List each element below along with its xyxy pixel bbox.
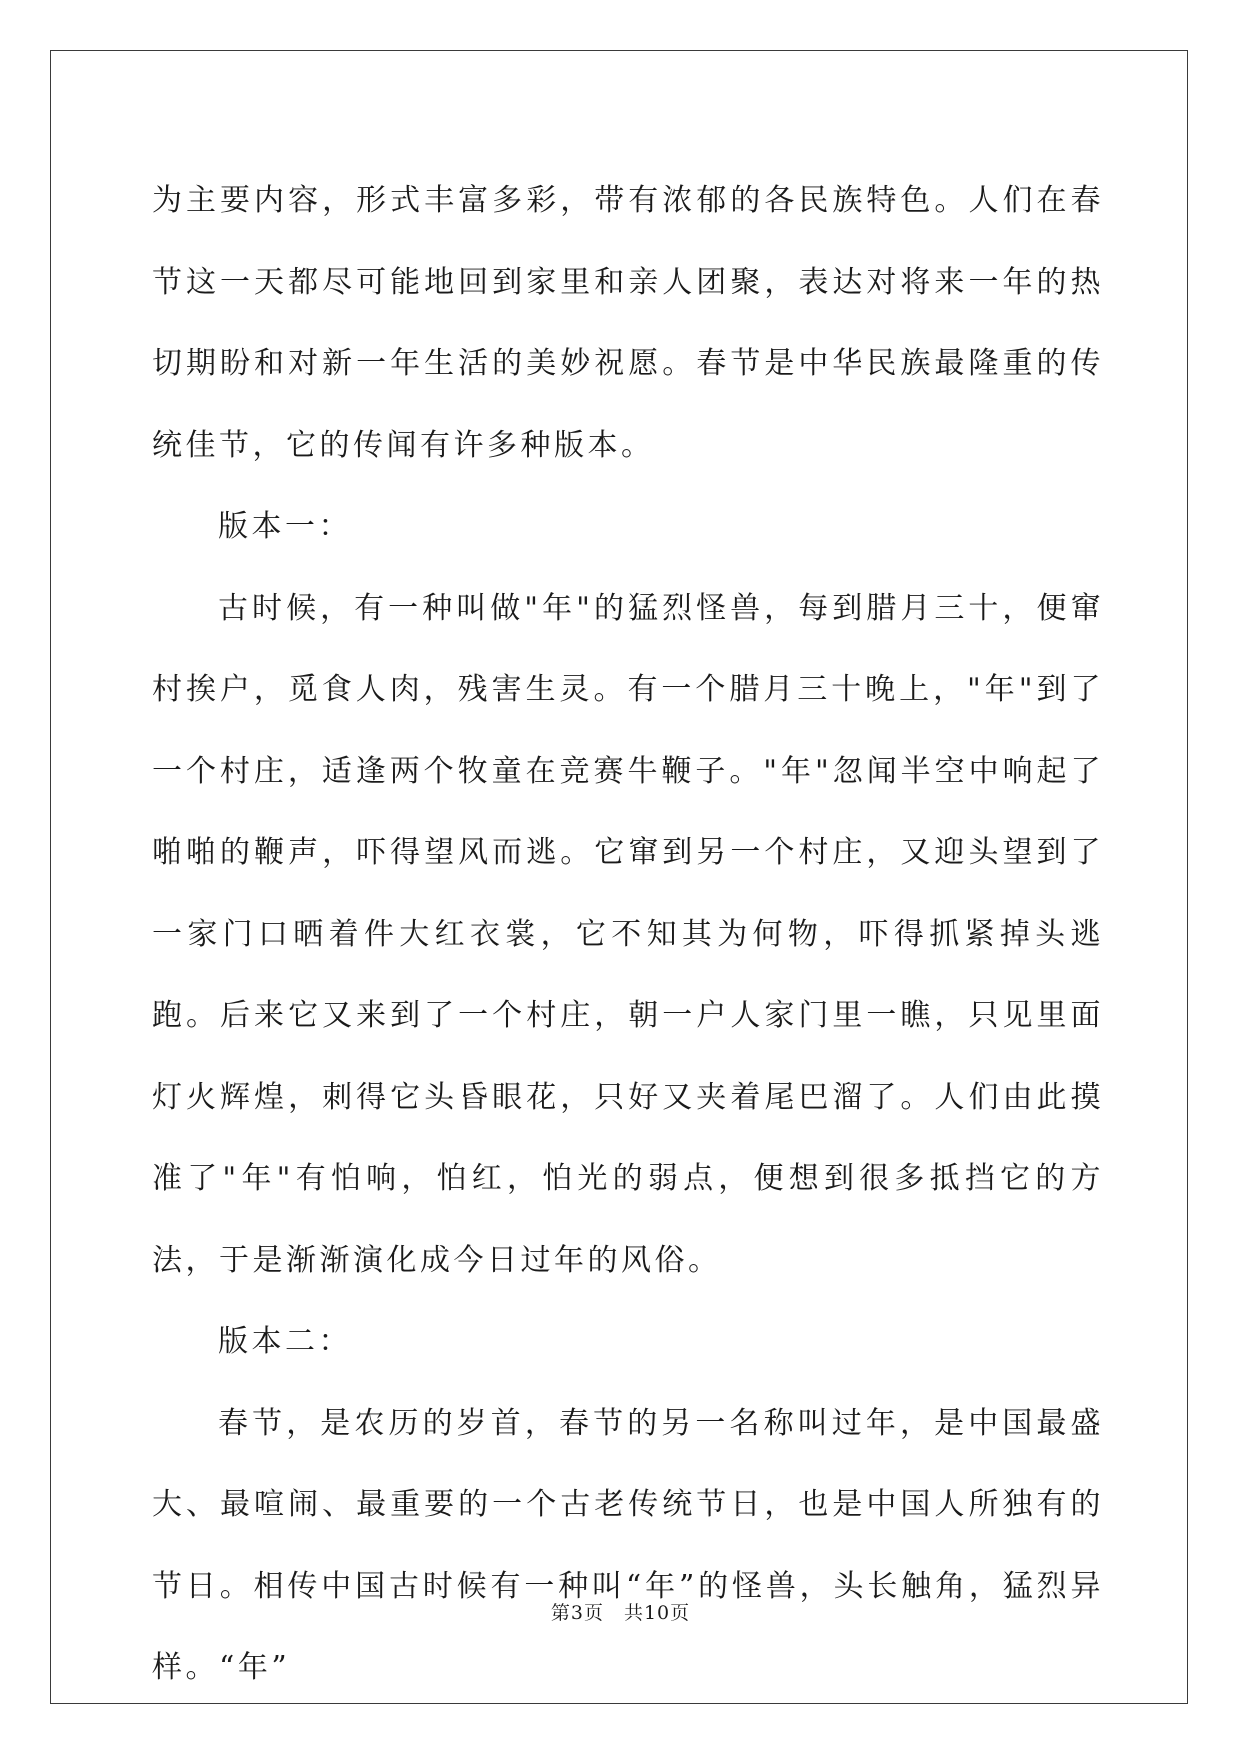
page-footer [0,1598,1241,1625]
paragraph-version-two: 春节，是农历的岁首，春节的另一名称叫过年，是中国最盛大、最喧闹、最重要的一个古老传统节日，也是中国人所独有的节日。相传中国古时候有一种叫“年”的怪兽，头长触角，猛烈异样。“年” [152,1405,1104,1685]
page-total: 共10页 [623,1602,691,1624]
paragraph-version-one: 古时候，有一种叫做"年"的猛烈怪兽，每到腊月三十，便窜村挨户，觅食人肉，残害生灵。有一个腊月三十晚上，"年"到了一个村庄，适逢两个牧童在竞赛牛鞭子。"年"忽闻半空中响起了啪啪的鞭声，吓得望风而逃。它窜到另一个村庄，又迎头望到了一家门口晒着件大红衣裳，它不知其为何物，吓得抓紧掉头逃跑。后来它又来到了一个村庄，朝一户人家门里一瞧，只见里面灯火辉煌，刺得它头昏眼花，只好又夹着尾巴溜了。人们由此摸准了"年"有怕响，怕红，怕光的弱点，便想到很多抵挡它的方法，于是渐渐演化成今日过年的风俗。 [152,590,1104,1278]
paragraph-intro-continued: 为主要内容，形式丰富多彩，带有浓郁的各民族特色。人们在春节这一天都尽可能地回到家里和亲人团聚，表达对将来一年的热切期盼和对新一年生活的美妙祝愿。春节是中华民族最隆重的传统佳节，它的传闻有许多种版本。 [152,183,1104,463]
heading-version-two: 版本二： [218,1324,352,1359]
heading-version-one: 版本一： [218,509,352,544]
page-number: 第3页 [550,1602,604,1624]
document-body [152,160,1104,1709]
